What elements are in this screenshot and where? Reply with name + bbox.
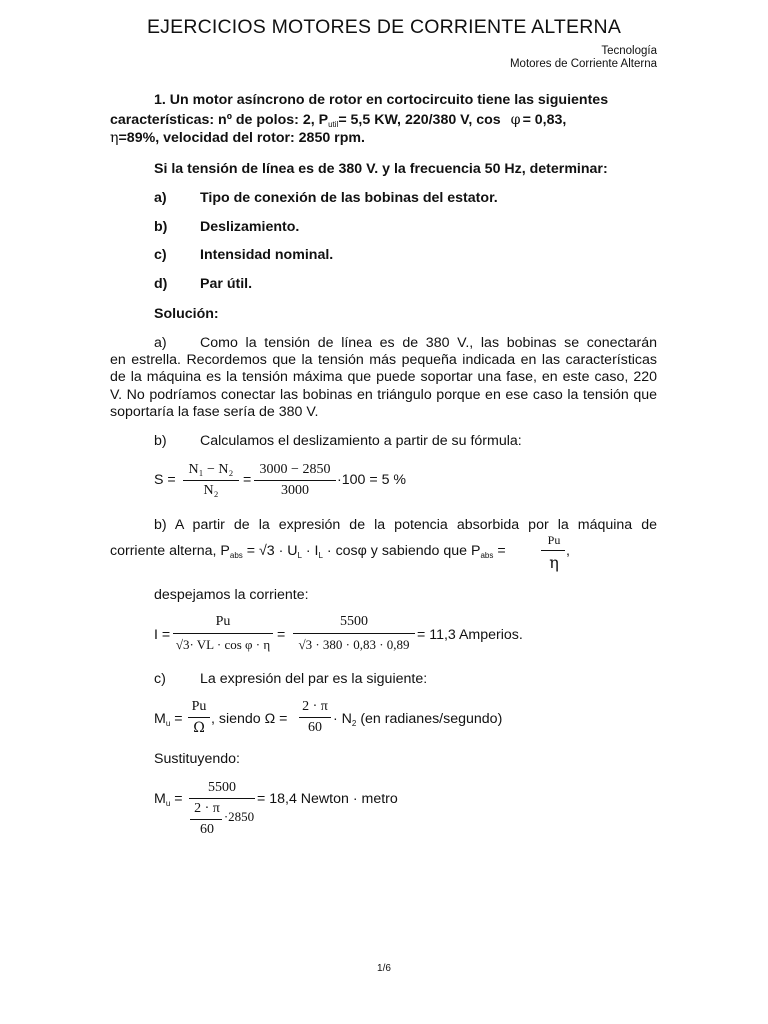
item-text-b: Deslizamiento.: [200, 219, 300, 235]
item-text-a: Tipo de conexión de las bobinas del estator.: [200, 190, 498, 206]
problem-statement-line2: características: nº de polos: 2, $P_{util}= 5,5$ KW, 220/380 V, cos φ = 0,83,: [110, 112, 567, 129]
solution-sustituyendo: Sustituyendo:: [154, 751, 240, 767]
item-text-d: Par útil.: [200, 276, 253, 292]
eq-s-num1: N₁ − N₂: [188, 462, 234, 477]
eq-i-bar2: [293, 633, 415, 634]
item-letter-b: b): [154, 219, 168, 235]
eq-s-num2: 3000 − 2850: [259, 462, 331, 477]
problem-statement-line3: η=89%, velocidad del rotor: 2850 rpm.: [110, 130, 365, 146]
eq-m-tail: · $N_2$ (en radianes/segundo): [333, 711, 503, 728]
item-letter-d: d): [154, 276, 168, 292]
eq-pabs-comma: ,: [566, 543, 570, 559]
eq-m-num2: 2 · π: [302, 699, 328, 714]
eq-i-den2: √3 · 380 · 0,83 · 0,89: [298, 637, 410, 652]
eq-pabs-den: η: [549, 553, 559, 572]
eq-final-lhs: $M_u$ =: [154, 791, 183, 808]
eq-i-result: = 11,3 Amperios.: [417, 627, 523, 643]
header-unit: Motores de Corriente Alterna: [509, 58, 657, 70]
solution-heading: Solución:: [154, 306, 219, 322]
eq-pabs-bar: [541, 550, 565, 551]
eq-m-bar: [188, 717, 210, 718]
item-letter-c: c): [154, 247, 167, 263]
eq-m-siendo: , siendo Ω =: [211, 711, 288, 727]
eq-final-bar: [189, 798, 255, 799]
eq-final-result: = 18,4 Newton · metro: [257, 791, 398, 807]
header-subject: Tecnología: [601, 45, 657, 57]
eq-final-num: 5500: [208, 780, 236, 795]
solution-c-letter: c): [154, 671, 166, 687]
eq-final-den-num: 2 · π: [194, 801, 220, 816]
eq-final-den-tail: ·2850: [223, 809, 255, 824]
solution-c-text: La expresión del par es la siguiente:: [200, 671, 428, 687]
item-letter-a: a): [154, 190, 167, 206]
eq-s-bar2: [254, 480, 336, 481]
eq-final-den-den: 60: [200, 822, 214, 837]
item-text-c: Intensidad nominal.: [200, 247, 334, 263]
eq-i-lhs: I =: [154, 627, 171, 643]
solution-despejamos: despejamos la corriente:: [154, 587, 309, 603]
page-number: 1/6: [377, 963, 391, 974]
eq-pabs-num: Pu: [547, 533, 561, 547]
eq-i-den1: √3· VL · cos φ · η: [175, 637, 271, 652]
eq-s-bar1: [183, 480, 239, 481]
eq-s-den2: 3000: [281, 483, 309, 498]
eq-i-equals: =: [277, 627, 286, 643]
eq-i-num2: 5500: [340, 614, 368, 629]
eq-s-equals: =: [243, 472, 252, 488]
eq-m-bar2: [299, 717, 331, 718]
eq-s-result: ·100 = 5 %: [337, 472, 407, 488]
eq-m-lhs: $M_u$ =: [154, 711, 183, 728]
eq-s-lhs: S =: [154, 472, 176, 488]
solution-a-first-line: Como la tensión de línea es de 380 V., las bobinas se conectarán: [200, 335, 657, 351]
solution-b2-line2: corriente alterna, $P_{abs} = √3 \cdot U_L \cdot I_L \cdot \cos\varphi$ y sabiendo que $P_{abs}$ =: [110, 543, 506, 560]
solution-a-paragraph: en estrella. Recordemos que la tensión más pequeña indicada en las características de la máquina es la tensión máxima que puede soportar una fase, en este caso, 220 V. No podríamos conectar las bobinas en triángulo porque en ese caso la tensión que soportaría la fase sería de 380 V.: [110, 352, 657, 421]
eq-m-den: Ω: [193, 720, 205, 736]
eq-m-num: Pu: [191, 699, 207, 714]
eq-m-den2: 60: [308, 720, 322, 735]
problem-statement-line1: 1. Un motor asíncrono de rotor en cortocircuito tiene las siguientes: [154, 92, 609, 108]
solution-b-letter: b): [154, 433, 167, 449]
eq-s-den1: N₂: [203, 483, 219, 498]
problem-question: Si la tensión de línea es de 380 V. y la frecuencia 50 Hz, determinar:: [154, 161, 608, 177]
solution-b-text: Calculamos el deslizamiento a partir de su fórmula:: [200, 433, 522, 449]
eq-final-den-bar: [190, 819, 222, 820]
solution-b2-first-line: b) A partir de la expresión de la potencia absorbida por la máquina de: [154, 517, 657, 533]
eq-i-bar1: [173, 633, 273, 634]
solution-a-letter: a): [154, 335, 167, 351]
eq-i-num1: Pu: [215, 614, 231, 629]
page-title: EJERCICIOS MOTORES DE CORRIENTE ALTERNA: [146, 16, 622, 38]
